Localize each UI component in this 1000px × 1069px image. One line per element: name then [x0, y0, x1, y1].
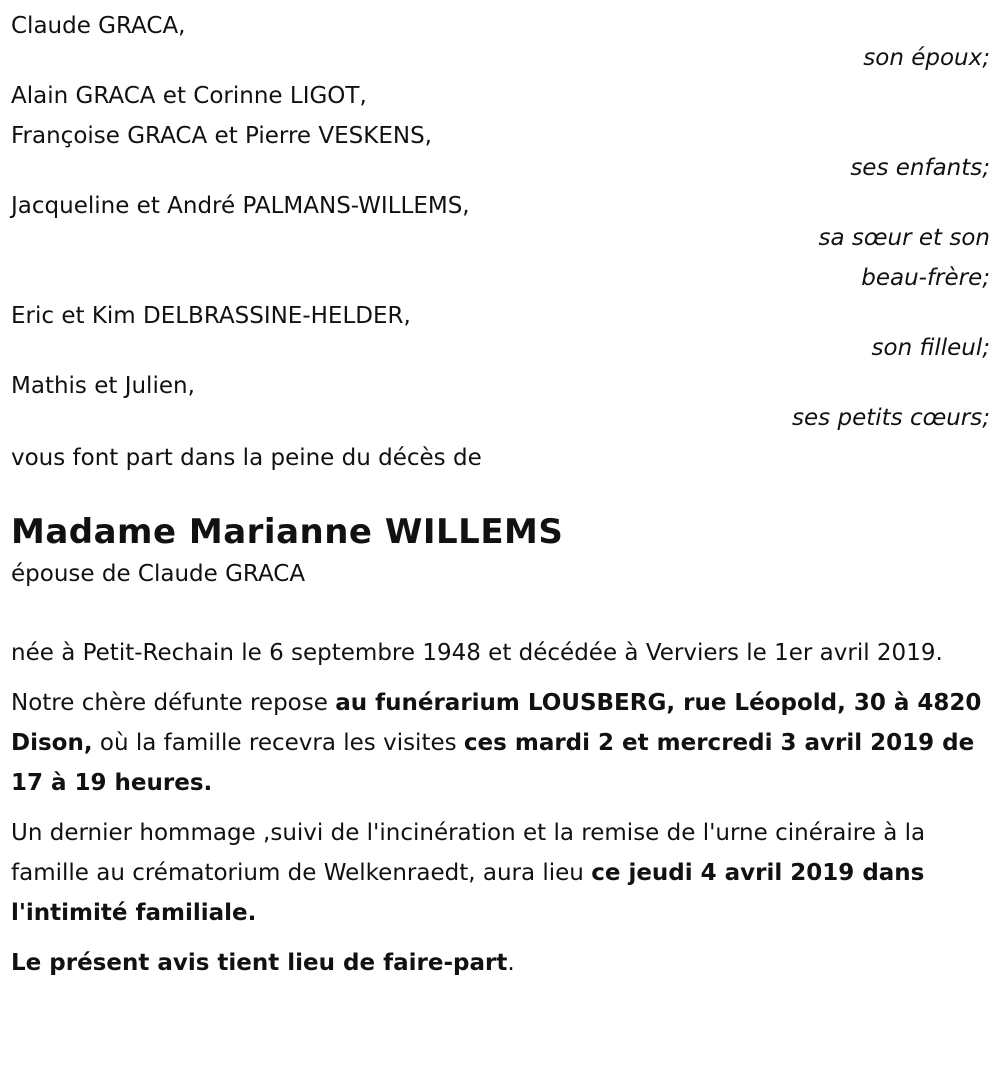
deceased-name: Madame Marianne WILLEMS	[11, 512, 564, 552]
family-list	[11, 6, 990, 438]
relation-label: son filleul;	[871, 335, 990, 361]
announcement-intro: vous font part dans la peine du décès de	[11, 445, 482, 471]
visitation-dates: ces mardi 2 et mercredi 3 avril 2019 de 17 à 19 heures.	[11, 730, 975, 796]
relation-label: ses petits cœurs;	[792, 405, 990, 431]
relation-label: ses enfants;	[850, 155, 990, 181]
family-member-line: Claude GRACA,	[11, 13, 186, 39]
relation-label: son époux;	[863, 45, 990, 71]
family-group-grandchildren	[11, 366, 990, 438]
family-member-line: Françoise GRACA et Pierre VESKENS,	[11, 123, 432, 149]
visitation-text: Notre chère défunte repose	[11, 690, 336, 716]
notice-statement	[11, 943, 990, 983]
family-group-spouse	[11, 6, 990, 78]
family-member-line: Eric et Kim DELBRASSINE-HELDER,	[11, 303, 411, 329]
family-member-line: Alain GRACA et Corinne LIGOT,	[11, 83, 367, 109]
family-member-line: Mathis et Julien,	[11, 373, 195, 399]
notice-punctuation: .	[507, 950, 515, 976]
family-group-children	[11, 76, 990, 188]
spouse-line: épouse de Claude GRACA	[11, 561, 306, 587]
ceremony-date: ce jeudi 4 avril 2019 dans l'intimité familiale.	[11, 860, 925, 926]
ceremony-details	[11, 813, 990, 933]
family-group-sibling	[11, 186, 990, 298]
birth-death-details: née à Petit-Rechain le 6 septembre 1948 et décédée à Verviers le 1er avril 2019.	[11, 640, 943, 666]
ceremony-text: Un dernier hommage ,suivi de l'incinération et la remise de l'urne cinéraire à la famille au crématorium de Welkenraedt, aura lieu	[11, 820, 926, 886]
visitation-text: où la famille recevra les visites	[92, 730, 464, 756]
family-member-line: Jacqueline et André PALMANS-WILLEMS,	[11, 193, 470, 219]
funeral-home-address: au funérarium LOUSBERG, rue Léopold, 30 à 4820 Dison,	[11, 690, 982, 756]
family-group-godchild	[11, 296, 990, 368]
relation-label: beau-frère;	[861, 265, 990, 291]
relation-label: sa sœur et son	[818, 225, 990, 251]
visitation-details	[11, 683, 990, 803]
notice-text: Le présent avis tient lieu de faire-part	[11, 950, 508, 976]
